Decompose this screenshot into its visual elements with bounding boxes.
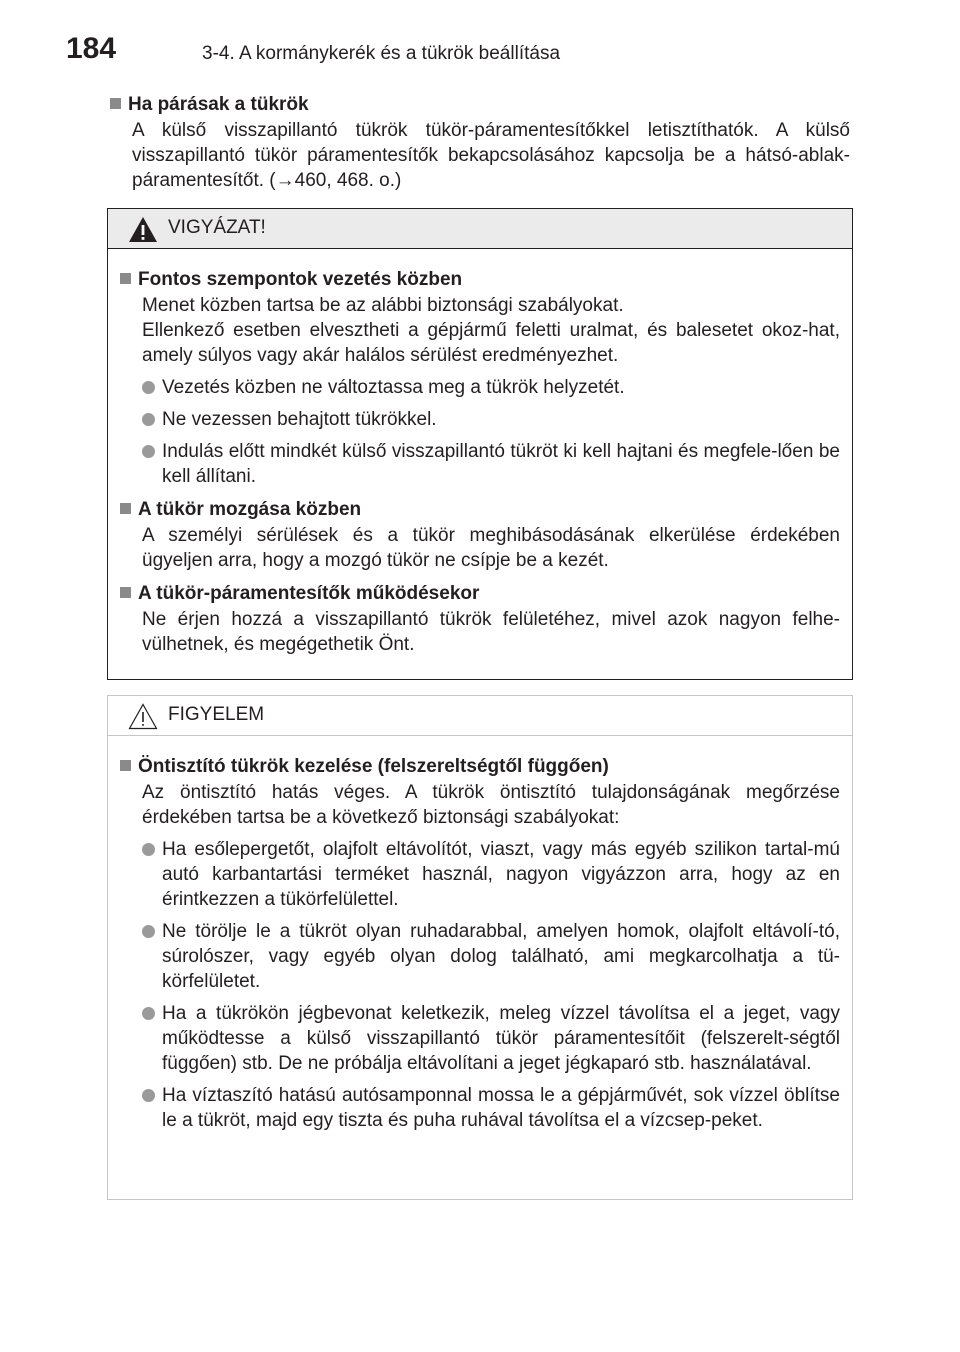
- square-bullet-icon: [120, 273, 131, 284]
- warning-title: VIGYÁZAT!: [168, 217, 266, 238]
- square-bullet-icon: [120, 760, 131, 771]
- square-bullet-icon: [120, 503, 131, 514]
- warning-section: [120, 581, 840, 657]
- notice-section: [120, 754, 840, 1133]
- list-item: Ne törölje le a tükröt olyan ruhadarabbal, amelyen homok, olajfolt eltávolí-tó, súrolószer, vagy egyéb olyan dolog található, ami megkarcolhatja a tü-körfelületet.: [120, 919, 840, 994]
- dot-bullet-icon: [142, 1089, 155, 1102]
- list-item: Ha víztaszító hatású autósamponnal mossa le a gépjárművét, sok vízzel öblítse le a tükröt, majd egy tiszta és puha ruhával távolítsa el a vízcsep-peket.: [120, 1083, 840, 1133]
- section-heading: A tükör mozgása közben: [120, 497, 840, 523]
- intro-heading: Ha párásak a tükrök: [110, 92, 850, 118]
- section-heading: A tükör-páramentesítők működésekor: [120, 581, 840, 607]
- notice-body: [108, 736, 852, 1133]
- warning-section: [120, 267, 840, 489]
- chapter-title: 3-4. A kormánykerék és a tükrök beállítása: [202, 43, 561, 64]
- list-item: Indulás előtt mindkét külső visszapillantó tükröt ki kell hajtani és megfele-lően be kell állítani.: [120, 439, 840, 489]
- notice-header: [108, 696, 852, 736]
- caution-triangle-icon: [128, 703, 158, 730]
- section-text: Menet közben tartsa be az alábbi biztonsági szabályokat.: [142, 295, 624, 316]
- intro-section: [110, 92, 850, 193]
- section-text: A személyi sérülések és a tükör meghibásodásának elkerülése érdekében ügyeljen arra, hogy a mozgó tükör ne csípje be a kezét.: [142, 525, 840, 571]
- section-heading: Fontos szempontok vezetés közben: [120, 267, 840, 293]
- section-heading: Öntisztító tükrök kezelése (felszereltségtől függően): [120, 754, 840, 780]
- warning-box: [107, 208, 853, 680]
- dot-bullet-icon: [142, 925, 155, 938]
- notice-box: [107, 695, 853, 1200]
- page-number: 184: [66, 32, 117, 65]
- section-text: Ellenkező esetben elvesztheti a gépjármű feletti uralmat, és balesetet okoz-hat, amely súlyos vagy akár halálos sérülést eredményezhet.: [142, 320, 840, 366]
- dot-bullet-icon: [142, 1007, 155, 1020]
- dot-bullet-icon: [142, 381, 155, 394]
- page-header: [66, 32, 866, 72]
- section-text: Az öntisztító hatás véges. A tükrök öntisztító tulajdonságának megőrzése érdekében tartsa be a következő biztonsági szabályokat:: [142, 782, 840, 828]
- list-item: Ha esőlepergetőt, olajfolt eltávolítót, viaszt, vagy más egyéb szilikon tartal-mú autó karbantartási terméket használ, nagyon vigyázzon arra, hogy az en érintkezzen a tükörfelülettel.: [120, 837, 840, 912]
- list-item: Vezetés közben ne változtassa meg a tükrök helyzetét.: [120, 375, 840, 400]
- square-bullet-icon: [120, 587, 131, 598]
- intro-text: A külső visszapillantó tükrök tükör-páramentesítőkkel letisztíthatók. A külső visszapillantó tükör páramentesítők bekapcsolásához kapcsolja be a hátsó-ablak-páramentesítőt. (→460, 468. o.): [132, 120, 850, 191]
- warning-section: [120, 497, 840, 573]
- warning-body: [108, 249, 852, 657]
- notice-title: FIGYELEM: [168, 704, 265, 725]
- dot-bullet-icon: [142, 413, 155, 426]
- warning-triangle-icon: [128, 216, 158, 243]
- section-text: Ne érjen hozzá a visszapillantó tükrök felületéhez, mivel azok nagyon felhe-vülhetnek, és megégethetik Önt.: [142, 609, 840, 655]
- square-bullet-icon: [110, 98, 121, 109]
- dot-bullet-icon: [142, 445, 155, 458]
- dot-bullet-icon: [142, 843, 155, 856]
- warning-header: [108, 209, 852, 249]
- list-item: Ne vezessen behajtott tükrökkel.: [120, 407, 840, 432]
- list-item: Ha a tükrökön jégbevonat keletkezik, meleg vízzel távolítsa el a jeget, vagy működtesse a külső visszapillantó tükör páramentesítőit (felszerelt-ségtől függően) stb. De ne próbálja eltávolítani a jeget jégkaparó stb. használatával.: [120, 1001, 840, 1076]
